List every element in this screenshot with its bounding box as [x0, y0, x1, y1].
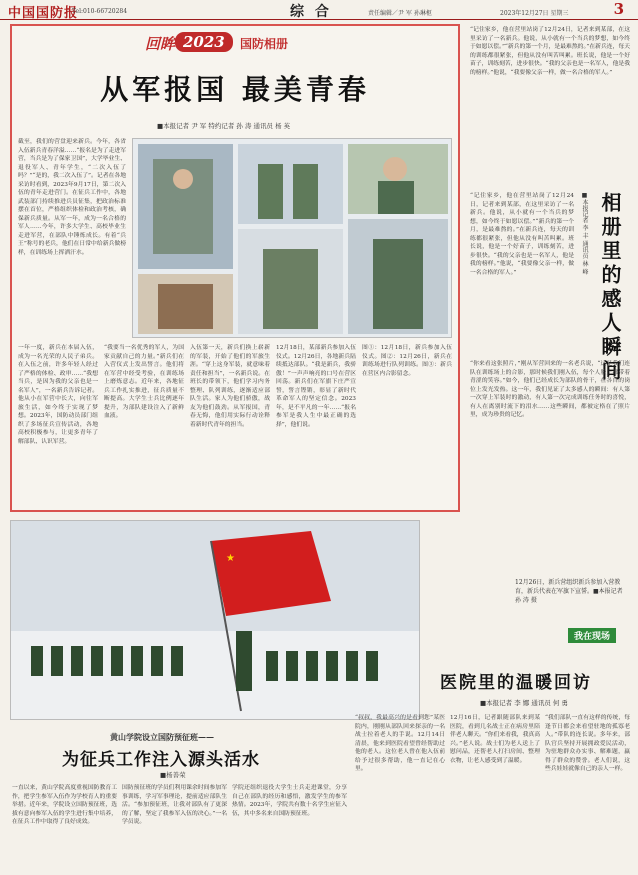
- photo-collage: [132, 138, 452, 338]
- right-mid-text: “你来看这张照片，”刚从军营回来的一名老兵说，“这是我们连队在训练场上的合影，那时候我们刚入伍，每个人脸上都带着青涩的笑容。”如今，他们已经成长为部队的骨干，在各自的岗位上发光发热。这一年，我们见证了太多感人的瞬间：有人第一次穿上军装时的激动，有人第一次完成训练任务时的喜悦，有人在离别时流下的泪水……这些瞬间，都被定格在了照片里，成为珍贵的记忆。: [470, 361, 630, 418]
- feature-article: [10, 24, 460, 512]
- bottom-kicker: 黄山学院设立国防预征班——: [110, 732, 214, 742]
- feature-column-4: 入伍第一天，新兵们换上崭新的军装，开始了他们的军旅生涯。“穿上这身军装，就意味着责任和担当”，一名新兵说。在班长的带领下，他们学习内务整理、队列训练，逐渐适应部队生活。家人为他们骄傲，战友为他们鼓劲。从军报国，青春无悔，他们用实际行动诠释着新时代青年的担当。: [190, 345, 270, 428]
- phone-number: Tel:010-66720284: [72, 8, 128, 15]
- onsite-column-3: “我们部队一直有这样的传统，每逢节日都会来看望驻地的孤寡老人。”带队的连长说。多年来，部队官兵坚持开展拥政爱民活动，为驻地群众办实事、解难题，赢得了群众的赞誉。老人们说，这些兵娃娃就像自己的亲人一样。: [545, 715, 630, 772]
- feature-column-1: 截至，我们的营盘迎来新兵。今年，各省入伍新兵青春洋溢……“报名是为了走进军营，当兵是为了保家卫国”，大学毕业生、退役军人、青年学生，“二次入伍了吗？”“是的，我二次入伍了”。记者在各地采访时看到，2023年9月17日，第二次入伍的青年走进营门。在征兵工作中，各地武装部门持续推进兵员征集，把政治标准摆在首位，严格组织体检和政治考核，确保新兵质量。从军一年，成为一名合格的军人……今年，许多大学生、高校毕业生走进军营，在部队中锤炼成长。有着“兵王”称号的老兵，他们在日常中给新兵做榜样，在训练场上挥洒汗水。: [18, 139, 126, 256]
- bottom-column-1: 一直以来，黄山学院高度重视国防教育工作，把学生参军入伍作为学校育人的重要举措。近年来，学院设立国防预征班，选拔有意向参军入伍的学生进行集中培养，在征兵工作中取得了良好成效。: [12, 785, 117, 825]
- banner-year: 2023: [175, 32, 233, 52]
- vertical-title: 相册里的感人瞬间: [598, 192, 622, 384]
- section-title: 综 合: [290, 4, 332, 20]
- bottom-headline: 为征兵工作注入源头活水: [62, 750, 260, 770]
- issue-date: 2023年12月27日 星期三: [500, 10, 569, 17]
- feature-headline: 从军报国 最美青春: [100, 73, 370, 106]
- svg-text:★: ★: [226, 553, 235, 564]
- editor-credit: 责任编辑／尹 军 孙琳枢: [368, 10, 432, 17]
- feature-column-3: “我要当一名优秀的军人，为国家贡献自己的力量。”新兵们在入营仪式上发出誓言。他们将在军营中经受考验，在训练场上磨炼意志。近年来，各地征兵工作扎实推进，征兵质量不断提高。大学生士兵比例逐年提升，为部队建设注入了新鲜血液。: [104, 345, 184, 419]
- flag-photo-caption: 12月26日，新兵营组织新兵参加入营教育，新兵代表在军旗下宣誓。■本报记者 孙 涛 摄: [515, 579, 623, 604]
- onsite-byline: ■本报记者 李 娜 通讯员 何 勇: [480, 699, 568, 707]
- onsite-headline: 医院里的温暖回访: [440, 673, 592, 693]
- feature-column-5: 12月18日，某部新兵参加入伍仪式。12月26日，各地新兵陆续抵达部队。“我是新兵，我骄傲！”一声声响亮的口号在营区回荡。新兵们在军旗下庄严宣誓，誓言铿锵，彰显了新时代革命军人的坚定信念。2023年，是不平凡的一年……“报名参军是我人生中最正确的选择”，他们说。: [276, 345, 356, 428]
- banner-prefix: 回眸: [145, 35, 176, 53]
- onsite-column-1: “叔叔，我最高兴的是看到您”某医院内，刚刚从部队回来探亲的一名战士拉着老人的手说。12月14日清晨，他来到医院看望曾经帮助过他的老人。这位老人曾在他入伍前给予过很多帮助，他一直记在心里。: [355, 715, 445, 772]
- banner-label: 国防相册: [240, 37, 289, 51]
- right-mid-intro: “记住家乡，他在营里站岗了12月24日，记者来到某部，在这里采访了一名新兵。他说，从小就有一个当兵的梦想，如今终于如愿以偿。”“新兵的第一个月，是最难熬的。”在新兵连，每天的训练都很紧张，但他从没有叫苦叫累。班长说，他是一个好苗子，训练刻苦，进步很快。“我的父亲也是一名军人，他是我的榜样。”他说，“我要像父亲一样，做一名合格的军人。”: [470, 193, 574, 276]
- vertical-byline: ■本报记者 李 丰 通讯员 林 峰: [581, 192, 588, 275]
- page-header: [0, 0, 638, 20]
- masthead: 中国国防报: [8, 6, 79, 21]
- bottom-byline: ■杨善荣: [160, 771, 186, 779]
- bottom-column-3: 学院还组织退役大学生士兵走进课堂，分享自己在部队的经历和感悟，激发学生的参军热情。2023年，学院共有数十名学生应征入伍，其中多名来自国防预征班。: [232, 785, 347, 817]
- photo-collage-image: [133, 139, 452, 338]
- photo-caption: 图①：12月18日，新兵参加入伍仪式。图②：12月26日，新兵在训练场进行队列训练。图③：新兵在营区内合影留念。: [362, 345, 452, 377]
- right-top-text: “记住家乡，他在营里站岗了12月24日，记者来到某部，在这里采访了一名新兵。他说，从小就有一个当兵的梦想，如今终于如愿以偿。”“新兵的第一个月，是最难熬的。”在新兵连，每天的训练都很紧张，但他从没有叫苦叫累。班长说，他是一个好苗子，训练刻苦，进步很快。“我的父亲也是一名军人，他是我的榜样。”他说，“我要像父亲一样，做一名合格的军人。”: [470, 27, 630, 76]
- flag-photo: [10, 520, 420, 720]
- flag-photo-image: [11, 521, 420, 720]
- bottom-column-2: 国防预征班的学员们利用课余时间参加军事训练，学习军事理论，提前适应部队生活。“参加预征班，让我对部队有了更深的了解，坚定了我参军入伍的决心。”一名学员说。: [122, 785, 227, 825]
- feature-column-2: 一年一度，新兵在本届入伍，成为一名光荣的人民子弟兵。在入伍之前，许多年轻人经过了严格的体检、政审……“我想当兵，是因为我的父亲也是一名军人”，一名新兵告诉记者。他从小在军营中长大，向往军旅生活，如今终于实现了梦想。2023年，国防动员部门组织了多场征兵宣传活动，各地高校积极参与，让更多青年了解部队、认识军营。: [18, 345, 98, 445]
- page-number: 3: [613, 0, 624, 18]
- onsite-tag: 我在现场: [568, 628, 616, 643]
- onsite-column-2: 12月16日，记者跟随部队来到某医院，看到几名战士正在病房里陪伴老人聊天。“你们来看我，我真高兴。”老人说。战士们为老人送上了慰问品，还帮老人打扫房间、整理衣物，让老人感受到了温暖。: [450, 715, 540, 764]
- feature-byline: ■本报记者 尹 军 特约记者 孙 涛 通讯员 杨 英: [157, 122, 291, 130]
